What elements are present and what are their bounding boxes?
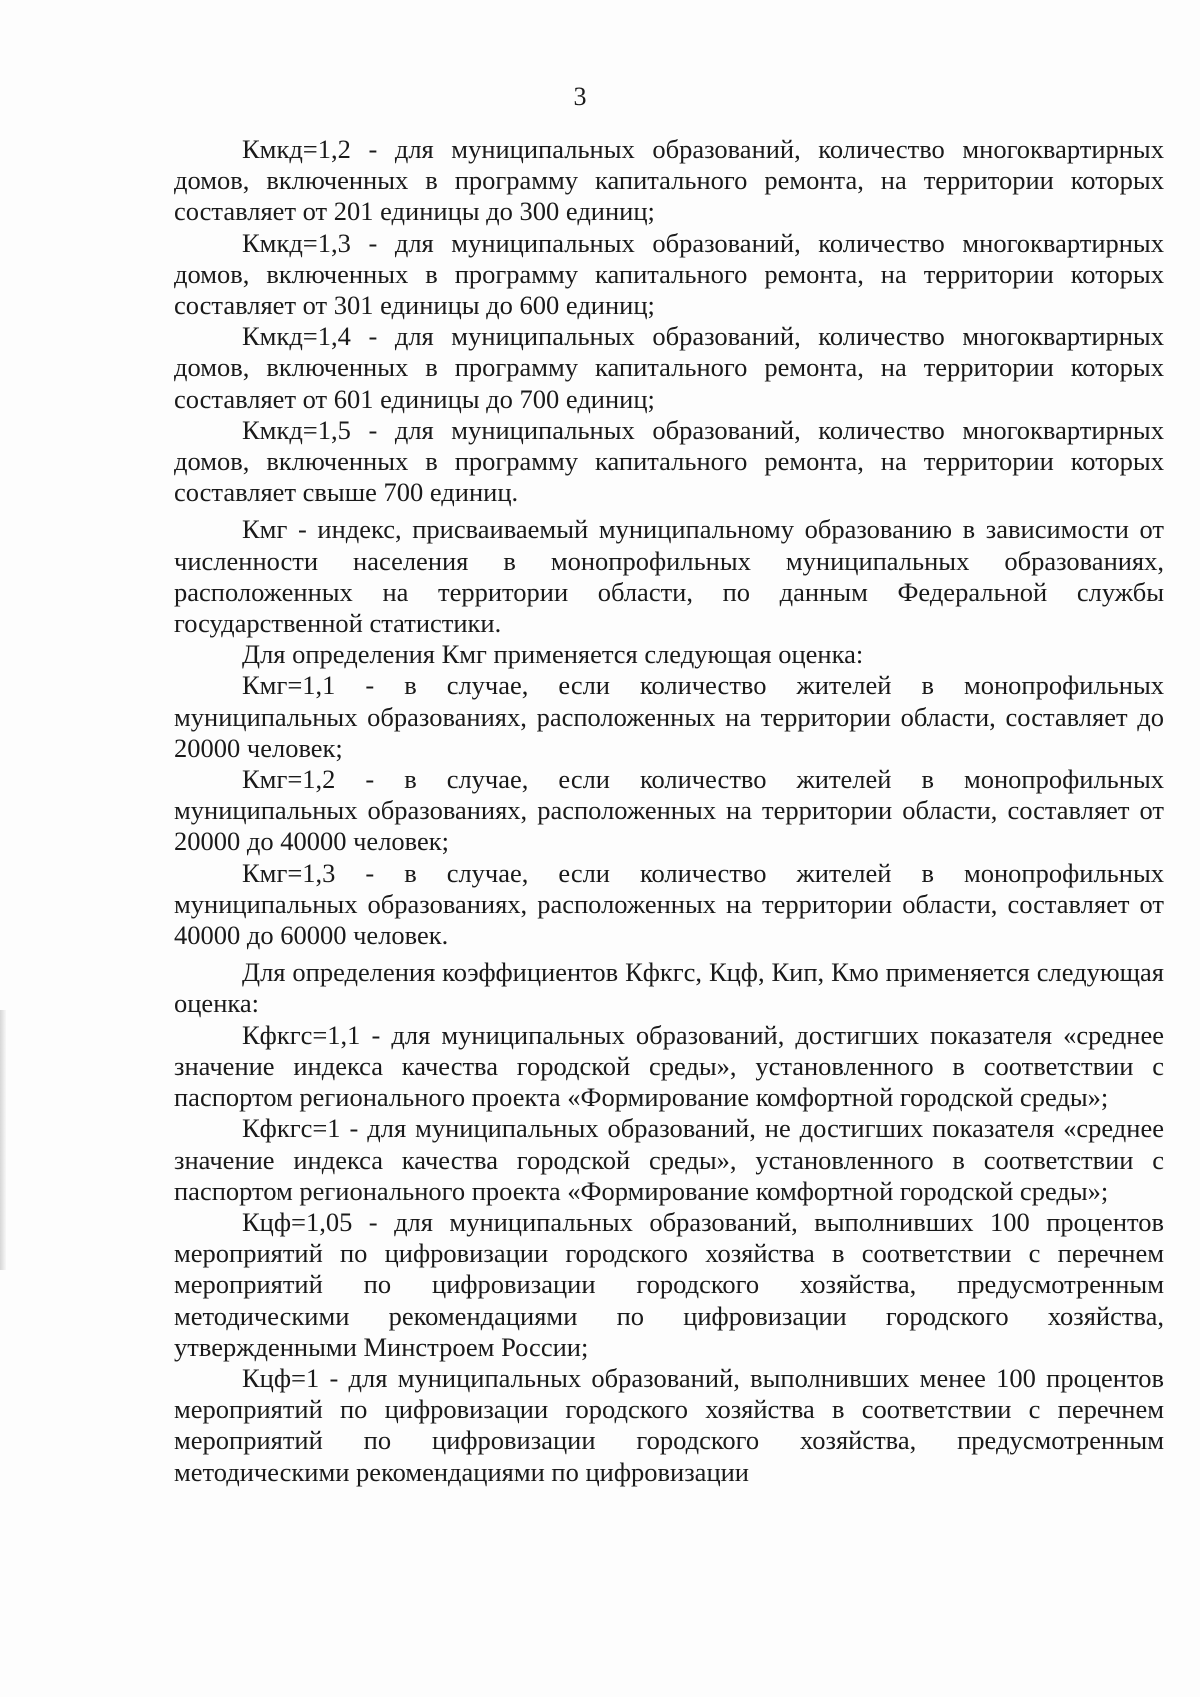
paragraph-kmkd-1-5: Кмкд=1,5 - для муниципальных образований, количество многоквартирных домов, включенных в программу капитального ремонта, на территории которых составляет свыше 700 единиц. (174, 414, 1164, 508)
scan-edge-shadow (0, 1010, 6, 1270)
paragraph-kcf-1: Кцф=1 - для муниципальных образований, выполнивших менее 100 процентов мероприятий по цифровизации городского хозяйства в соответствии с перечнем мероприятий по цифровизации городского хозяйства, предусмотренным методическими рекомендациями по цифровизации (174, 1362, 1164, 1487)
paragraph-kmg-1-3: Кмг=1,3 - в случае, если количество жителей в монопрофильных муниципальных образованиях, расположенных на территории области, составляет от 40000 до 60000 человек. (174, 857, 1164, 951)
paragraph-kfkgs-1: Кфкгс=1 - для муниципальных образований, не достигших показателя «среднее значение индекса качества городской среды», установленного в соответствии с паспортом регионального проекта «Формирование комфортной городской среды»; (174, 1113, 1164, 1206)
paragraph-kmkd-1-3: Кмкд=1,3 - для муниципальных образований, количество многоквартирных домов, включенных в программу капитального ремонта, на территории которых составляет от 301 единицы до 600 единиц; (174, 227, 1164, 321)
paragraph-kmg-definition: Кмг - индекс, присваиваемый муниципальному образованию в зависимости от численности населения в монопрофильных муниципальных образованиях, расположенных на территории области, по данным Федеральной службы государственной статистики. (174, 514, 1164, 639)
paragraph-kmg-1-2: Кмг=1,2 - в случае, если количество жителей в монопрофильных муниципальных образованиях, расположенных на территории области, составляет от 20000 до 40000 человек; (174, 764, 1164, 857)
paragraph-coefficients-intro: Для определения коэффициентов Кфкгс, Кцф, Кип, Кмо применяется следующая оценка: (174, 957, 1164, 1019)
document-body (174, 134, 1164, 1488)
page-number: 3 (573, 82, 587, 111)
paragraph-kmg-assessment-intro: Для определения Кмг применяется следующая оценка: (242, 639, 864, 670)
paragraph-kmg-1-1: Кмг=1,1 - в случае, если количество жителей в монопрофильных муниципальных образованиях, расположенных на территории области, составляет до 20000 человек; (174, 670, 1164, 763)
paragraph-kmkd-1-2: Кмкд=1,2 - для муниципальных образований, количество многоквартирных домов, включенных в программу капитального ремонта, на территории которых составляет от 201 единицы до 300 единиц; (174, 134, 1164, 227)
paragraph-kmkd-1-4: Кмкд=1,4 - для муниципальных образований, количество многоквартирных домов, включенных в программу капитального ремонта, на территории которых составляет от 601 единицы до 700 единиц; (174, 321, 1164, 414)
paragraph-kfkgs-1-1: Кфкгс=1,1 - для муниципальных образований, достигших показателя «среднее значение индекса качества городской среды», установленного в соответствии с паспортом регионального проекта «Формирование комфортной городской среды»; (174, 1019, 1164, 1113)
paragraph-kcf-1-05: Кцф=1,05 - для муниципальных образований, выполнивших 100 процентов мероприятий по цифровизации городского хозяйства в соответствии с перечнем мероприятий по цифровизации городского хозяйства, предусмотренным методическими рекомендациями по цифровизации городского хозяйства, утвержденными Минстроем России; (174, 1206, 1164, 1362)
